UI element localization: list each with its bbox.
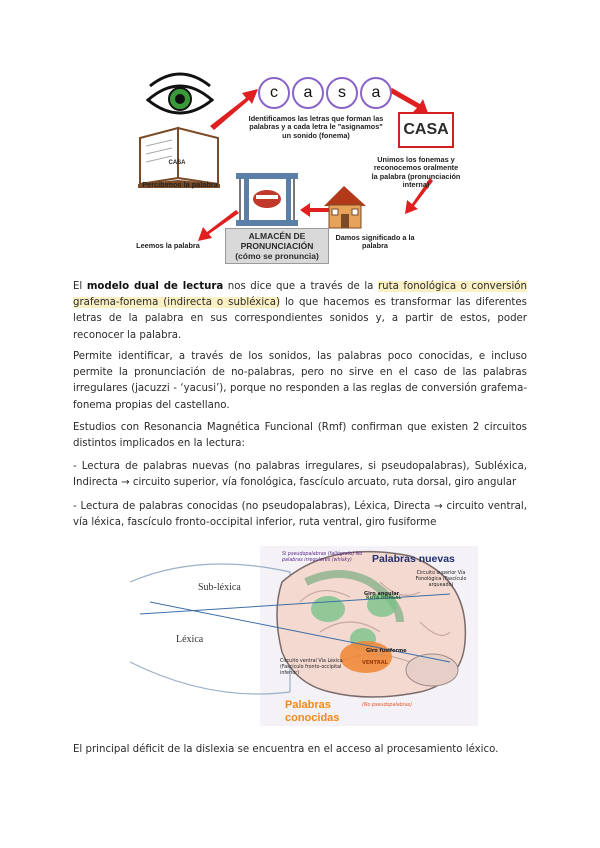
identify-caption: Identificamos las letras que forman las palabras y a cada letra le "asignamos" un sonido (fonema) — [248, 114, 384, 140]
fusiform-label: Giro fusiforme — [366, 648, 407, 654]
p1-highlight: ruta fonológica o conversión grafema-fonema (indirecta o subléxica) — [73, 281, 527, 309]
angular-label: Giro angular — [364, 591, 400, 597]
letter-circle: s — [326, 77, 358, 109]
letter-circle: a — [360, 77, 392, 109]
letter-circle: c — [258, 77, 290, 109]
paragraph-new-words: - Lectura de palabras nuevas (no palabras irregulares, si pseudopalabras), Subléxica, Indirecta → circuito superior, vía fonológica, fascículo arcuato, ruta dorsal, giro angular — [73, 461, 527, 489]
mouth-icon — [236, 173, 298, 226]
upper-circuit-label: Circuito superior Vía Fonológica (Fascículo arqueado) — [415, 571, 467, 588]
known-note: (No pseudopalabras) — [362, 703, 413, 708]
subl-label: Sub-léxica — [198, 582, 241, 593]
p1-text: El — [73, 281, 87, 292]
word-box: CASA — [398, 112, 454, 148]
ventral-circuit-label: Circuito ventral Vía Léxica (Fascículo fronto-occipital inferior) — [280, 659, 343, 676]
unite-caption: Unimos los fonemas y reconocemos oralmente la palabra (pronunciación interna) — [371, 155, 461, 190]
meaning-caption: Damos significado a la palabra — [335, 233, 415, 251]
book-icon — [138, 128, 220, 188]
p1-text: nos dice que a través de la — [223, 281, 378, 292]
paragraph-dyslexia: El principal déficit de la dislexia se encuentra en el acceso al procesamiento léxico. — [73, 744, 499, 755]
region-frontal — [311, 596, 345, 622]
paragraph-studies: Estudios con Resonancia Magnética Funcional (Rmf) confirman que existen 2 circuitos distintos implicados en la lectura: — [73, 422, 527, 450]
ventral-route-label: VENTRAL — [362, 660, 388, 666]
lex-label: Léxica — [176, 634, 204, 645]
new-words-title: Palabras nuevas — [372, 553, 455, 565]
paragraph-identification: Permite identificar, a través de los sonidos, las palabras poco conocidas, e incluso permite la pronunciación de no-palabras, pero no sirve en el caso de las palabras irregulares (jacuzzi - ‘yacusi’), porque no responden a las reglas de conversión grafema-fonema propias del castellano. — [73, 351, 527, 411]
p1-text: lo que hacemos es transformar las diferentes letras de la palabra en sus correspondientes sonidos y, a partir de estos, poder reconocer la palabra. — [73, 297, 527, 341]
pronunciation-store — [225, 228, 329, 264]
known-words-title: Palabras conocidas — [285, 699, 340, 724]
read-caption: Leemos la palabra — [136, 241, 200, 250]
book-word: CASA — [168, 160, 186, 166]
house-icon — [324, 186, 366, 228]
store-subtitle: (cómo se pronuncia) — [235, 251, 319, 262]
eye-icon — [148, 74, 212, 113]
p1-bold: modelo dual de lectura — [86, 281, 224, 292]
store-title: ALMACÉN DE PRONUNCIACIÓN — [240, 231, 314, 252]
pseudo-note: Si pseudopalabras (fallógrafo) No palabras irregulares (whisky) — [282, 552, 363, 563]
paragraph-dual-model — [73, 279, 527, 344]
perceive-caption: Percibimos la palabra — [142, 180, 218, 189]
letter-circle: a — [292, 77, 324, 109]
dorsal-route-label: RUTA DORSAL — [366, 596, 402, 601]
paragraph-known-words: - Lectura de palabras conocidas (no pseudopalabras), Léxica, Directa → circuito ventral, vía léxica, fascículo fronto-occipital inferior, ruta ventral, giro fusiforme — [73, 501, 527, 529]
